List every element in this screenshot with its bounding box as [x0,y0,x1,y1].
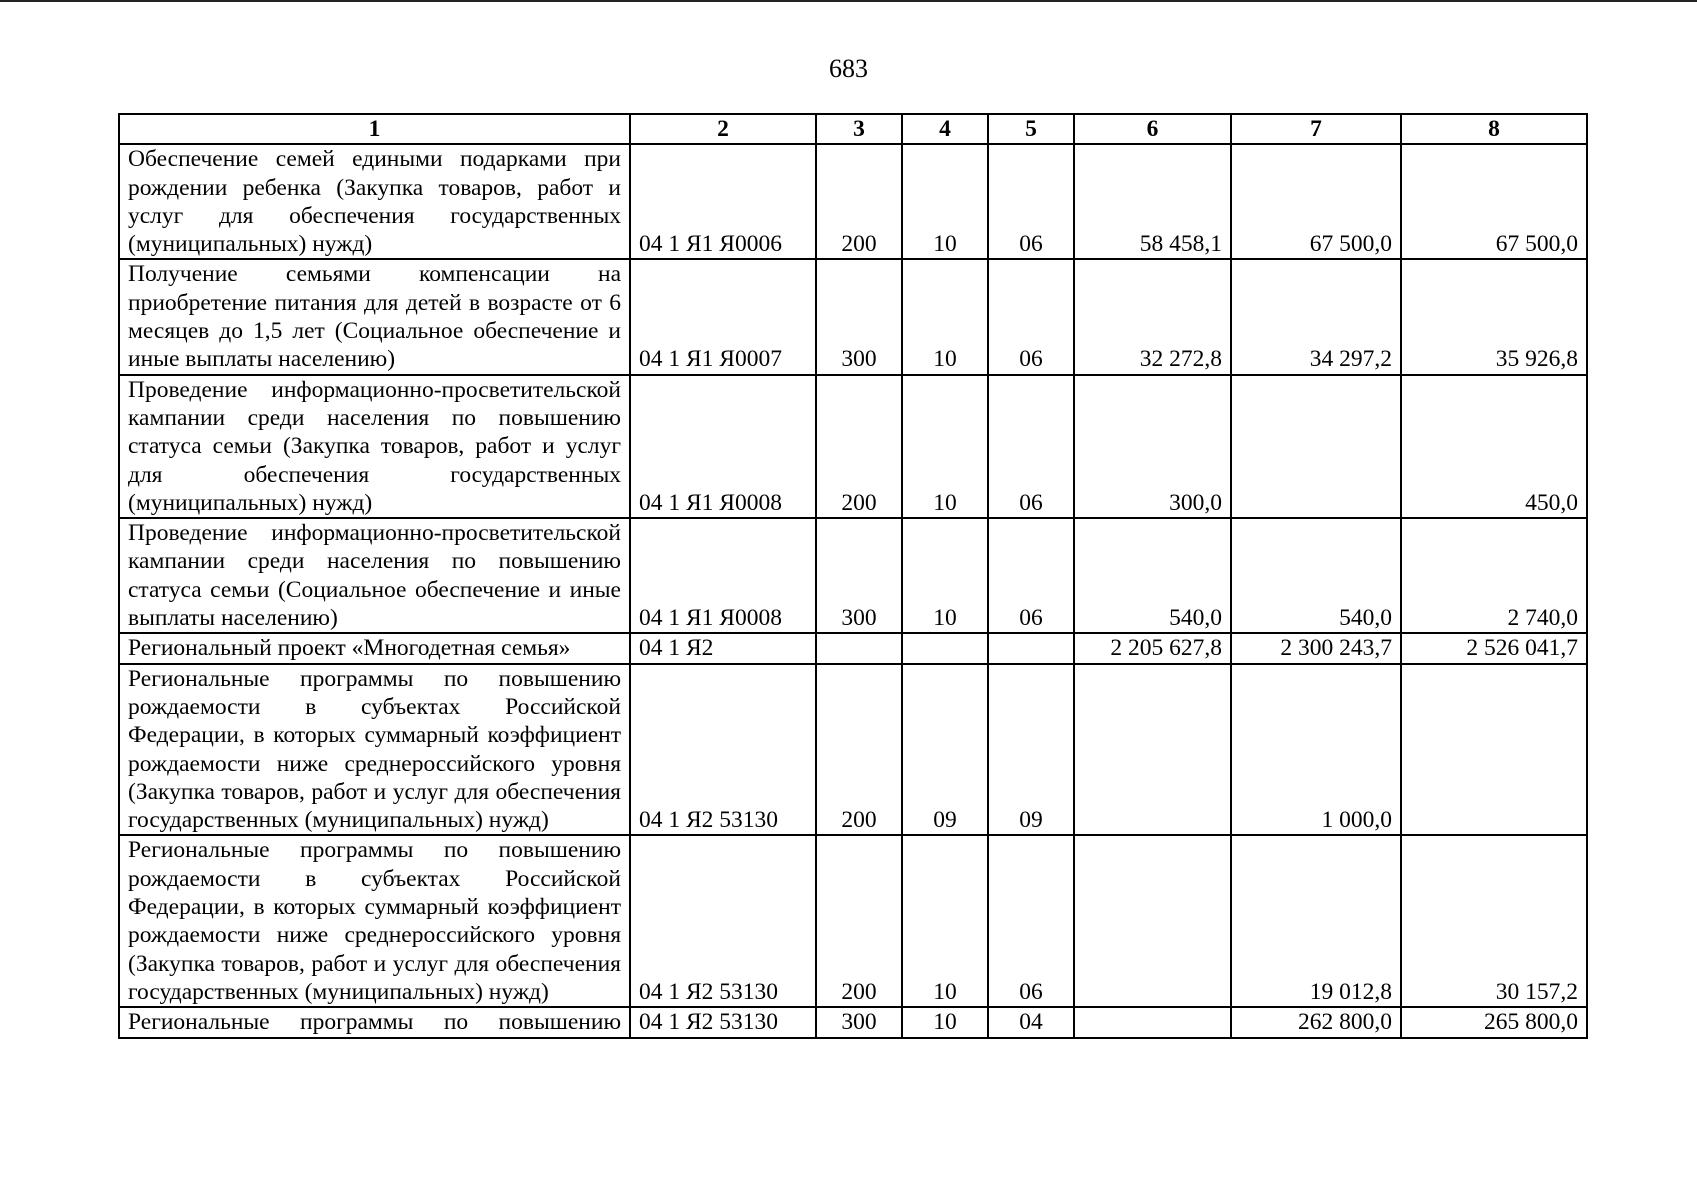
row-rz: 10 [902,375,988,518]
row-name: Проведение информационно-просветительской кампании среди населения по повышению статуса семьи (Закупка товаров, работ и услуг для обеспечения государственных (муниципальных) нужд) [119,375,630,518]
row-amount-2: 67 500,0 [1231,144,1401,259]
row-name: Региональные программы по повышению [119,1007,630,1037]
row-vr: 300 [816,518,902,633]
row-amount-2 [1231,375,1401,518]
row-name: Обеспечение семей едиными подарками при рождении ребенка (Закупка товаров, работ и услуг для обеспечения государственных (муниципальных) нужд) [119,144,630,259]
header-col-4: 4 [902,114,988,144]
row-vr: 200 [816,664,902,836]
row-vr: 200 [816,835,902,1007]
row-pr: 04 [988,1007,1074,1037]
table-row [119,144,1587,259]
row-amount-3: 450,0 [1401,375,1587,518]
header-col-7: 7 [1231,114,1401,144]
page-number: 683 [829,54,868,83]
row-amount-1 [1074,664,1231,836]
table-row [119,259,1587,374]
table-row [119,375,1587,518]
row-vr [816,633,902,663]
row-amount-3: 265 800,0 [1401,1007,1587,1037]
row-amount-1: 540,0 [1074,518,1231,633]
row-rz: 10 [902,518,988,633]
row-amount-1: 300,0 [1074,375,1231,518]
row-code: 04 1 Я2 [630,633,816,663]
table-row [119,664,1587,836]
header-row [119,114,1587,144]
row-name: Проведение информационно-просветительской кампании среди населения по повышению статуса семьи (Социальное обеспечение и иные выплаты населению) [119,518,630,633]
row-pr: 06 [988,375,1074,518]
header-col-8: 8 [1401,114,1587,144]
header-col-1: 1 [119,114,630,144]
row-code: 04 1 Я2 53130 [630,1007,816,1037]
top-rule [0,0,1697,2]
header-col-5: 5 [988,114,1074,144]
row-rz: 10 [902,259,988,374]
row-pr [988,633,1074,663]
row-amount-2: 1 000,0 [1231,664,1401,836]
row-amount-2: 540,0 [1231,518,1401,633]
row-amount-2: 34 297,2 [1231,259,1401,374]
row-vr: 200 [816,375,902,518]
row-amount-1 [1074,1007,1231,1037]
row-amount-1 [1074,835,1231,1007]
row-code: 04 1 Я2 53130 [630,835,816,1007]
row-rz: 10 [902,835,988,1007]
header-col-2: 2 [630,114,816,144]
row-pr: 06 [988,835,1074,1007]
row-pr: 06 [988,144,1074,259]
row-amount-1: 58 458,1 [1074,144,1231,259]
row-name: Региональный проект «Многодетная семья» [119,633,630,663]
row-pr: 06 [988,259,1074,374]
row-code: 04 1 Я2 53130 [630,664,816,836]
row-vr: 200 [816,144,902,259]
row-amount-3: 67 500,0 [1401,144,1587,259]
row-amount-3: 2 526 041,7 [1401,633,1587,663]
header-col-6: 6 [1074,114,1231,144]
row-amount-1: 32 272,8 [1074,259,1231,374]
table-row [119,835,1587,1007]
table-row [119,518,1587,633]
row-amount-1: 2 205 627,8 [1074,633,1231,663]
header-col-3: 3 [816,114,902,144]
table-row [119,1007,1587,1037]
row-vr: 300 [816,259,902,374]
table-row [119,633,1587,663]
row-amount-2: 2 300 243,7 [1231,633,1401,663]
row-code: 04 1 Я1 Я0006 [630,144,816,259]
budget-table [118,113,1588,1039]
row-rz: 10 [902,1007,988,1037]
row-code: 04 1 Я1 Я0008 [630,518,816,633]
row-code: 04 1 Я1 Я0007 [630,259,816,374]
row-amount-3: 2 740,0 [1401,518,1587,633]
row-amount-2: 262 800,0 [1231,1007,1401,1037]
row-name: Региональные программы по повышению рождаемости в субъектах Российской Федерации, в которых суммарный коэффициент рождаемости ниже среднероссийского уровня (Закупка товаров, работ и услуг для обеспечения государственных (муниципальных) нужд) [119,664,630,836]
row-rz: 10 [902,144,988,259]
row-rz [902,633,988,663]
row-pr: 09 [988,664,1074,836]
row-name: Получение семьями компенсации на приобретение питания для детей в возрасте от 6 месяцев до 1,5 лет (Социальное обеспечение и иные выплаты населению) [119,259,630,374]
row-amount-3: 30 157,2 [1401,835,1587,1007]
row-name: Региональные программы по повышению рождаемости в субъектах Российской Федерации, в которых суммарный коэффициент рождаемости ниже среднероссийского уровня (Закупка товаров, работ и услуг для обеспечения государственных (муниципальных) нужд) [119,835,630,1007]
row-rz: 09 [902,664,988,836]
row-amount-2: 19 012,8 [1231,835,1401,1007]
row-pr: 06 [988,518,1074,633]
row-amount-3: 35 926,8 [1401,259,1587,374]
row-vr: 300 [816,1007,902,1037]
row-code: 04 1 Я1 Я0008 [630,375,816,518]
row-amount-3 [1401,664,1587,836]
